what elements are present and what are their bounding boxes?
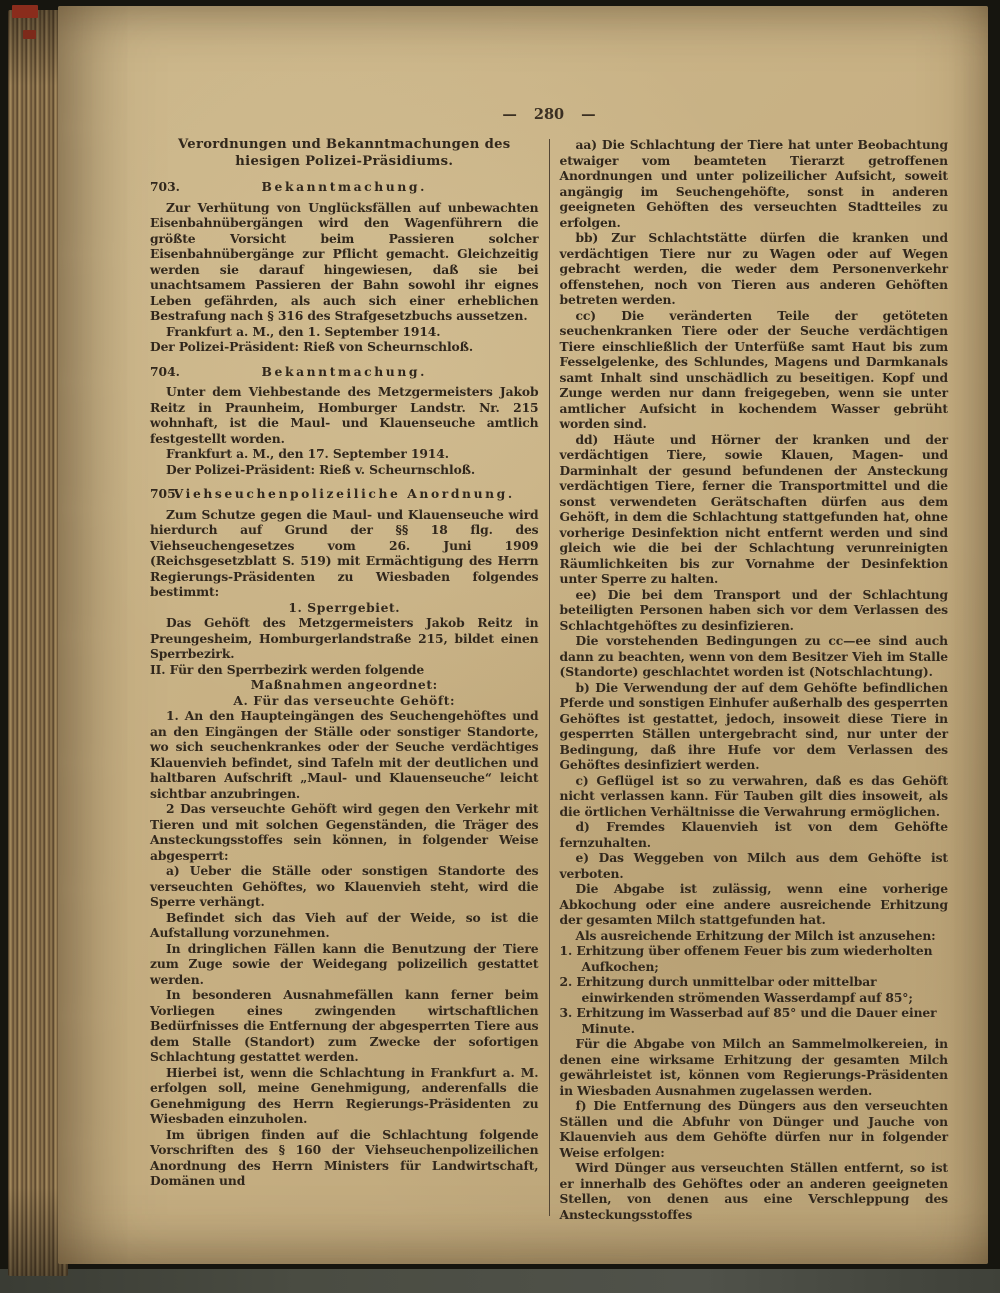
paragraph: cc) Die veränderten Teile der getöteten seuchenkranken Tiere oder der Seuche verdächtigen Tiere einschließlich der Unterfüße samt Haut bis zum Fesselgelenke, des Schlundes, Magens und Darmkanals samt Inhalt sind unschädlich zu beseitigen. Kopf und Zunge werden nur dann freigegeben, wenn sie unter amtlicher Aufsicht in kochendem Wasser gebrüht worden sind. [559,307,948,431]
paragraph: Als ausreichende Erhitzung der Milch ist anzusehen: [575,927,936,943]
section-heading [150,364,539,380]
paragraph: bb) Zur Schlachtstätte dürfen die kranken und verdächtigen Tiere nur zu Wagen oder auf Wegen gebracht werden, die weder dem Personenverkehr offenstehen, noch von Tieren aus anderen Gehöften betreten werden. [559,230,948,307]
paragraph: 2 Das verseuchte Gehöft wird gegen den Verkehr mit Tieren und mit solchen Gegenständen, die Träger des Ansteckungsstoffes sein können, in folgender Weise abgesperrt: [150,801,539,863]
list-item: 1. Erhitzung über offenem Feuer bis zum wiederholten Aufkochen; [559,943,933,974]
paragraph: In dringlichen Fällen kann die Benutzung der Tiere zum Zuge sowie der Weidegang polizeilich gestattet werden. [150,940,539,987]
paragraph: Befindet sich das Vieh auf der Weide, so ist die Aufstallung vorzunehmen. [150,909,539,940]
paragraph: Im übrigen finden auf die Schlachtung folgende Vorschriften des § 160 der Viehseuchenpolizeilichen Anordnung des Herrn Ministers für Landwirtschaft, Domänen und [150,1126,539,1188]
section-title: Bekanntmachung. [261,179,427,194]
paragraph: Wird Dünger aus verseuchten Ställen entfernt, so ist er innerhalb des Gehöftes oder an anderen geeigneten Stellen, von denen aus eine Verschleppung des Ansteckungsstoffes [559,1160,948,1222]
red-edge-mark [23,30,36,39]
paragraph: Das Gehöft des Metzgermeisters Jakob Reitz in Preungesheim, Homburgerlandstraße 215, bildet einen Sperrbezirk. [150,615,539,661]
paragraph: d) Fremdes Klauenvieh ist von dem Gehöfte fernzuhalten. [559,819,948,850]
column-masthead: Verordnungen und Bekanntmachungen des hiesigen Polizei-Präsidiums. [177,137,511,169]
text-columns [150,137,948,1222]
page-number: — 280 — [502,106,596,123]
scanner-bed [0,1269,1000,1293]
paragraph: a) Ueber die Ställe oder sonstigen Standorte des verseuchten Gehöftes, wo Klauenvieh steht, wird die Sperre verhängt. [150,863,539,909]
section-number: 705. [150,486,180,501]
page-content [150,106,948,1222]
paragraph: Hierbei ist, wenn die Schlachtung in Frankfurt a. M. erfolgen soll, meine Genehmigung, anderenfalls die Genehmigung des Herrn Regierungs-Präsidenten zu Wiesbaden einzuholen. [150,1064,539,1126]
column-divider [549,139,550,1216]
red-edge-mark [12,5,38,18]
paragraph: Unter dem Viehbestande des Metzgermeisters Jakob Reitz in Praunheim, Homburger Landstr. Nr. 215 wohnhaft, ist die Maul- und Klauenseuche amtlich festgestellt worden. [150,384,539,446]
paragraph: Für die Abgabe von Milch an Sammelmolkereien, in denen eine wirksame Erhitzung der gesamten Milch gewährleistet ist, können vom Regierungs-Präsidenten in Wiesbaden Ausnahmen zugelassen werden. [559,1036,948,1098]
section-title: Bekanntmachung. [261,363,427,379]
paragraph: f) Die Entfernung des Düngers aus den verseuchten Ställen und die Abfuhr von Dünger und Jauche von Klauenvieh aus dem Gehöfte dürfen nur in folgender Weise erfolgen: [559,1098,948,1160]
section-heading [150,486,539,502]
paragraph: c) Geflügel ist so zu verwahren, daß es das Gehöft nicht verlassen kann. Für Tauben gilt dies insoweit, als die örtlichen Verhältnisse die Verwahrung ermöglichen. [559,772,948,819]
section-number: 704. [150,363,180,379]
section-title: Viehseuchenpolizeiliche Anordnung. [173,486,515,501]
centered-line: Maßnahmen angeordnet: [250,677,438,692]
paragraph: dd) Häute und Hörner der kranken und der verdächtigen Tiere, sowie Klauen, Magen- und Darminhalt der gesund befundenen der Ansteckung verdächtigen Tiere, ferner die Transportmittel und die sonst verwendeten Gerätschaften dürfen aus dem Gehöft, in dem die Schlachtung stattgefunden hat, ohne vorherige Desinfektion nicht entfernt werden und sind gleich wie die bei der Schlachtung verunreinigten Räumlichkeiten bis zur Vornahme der Desinfektion unter Sperre zu halten. [559,431,948,586]
paragraph: Die Abgabe ist zulässig, wenn eine vorherige Abkochung oder eine andere ausreichende Erhitzung der gesamten Milch stattgefunden hat. [559,881,948,927]
left-column [150,137,539,1222]
list-item: 3. Erhitzung im Wasserbad auf 85° und die Dauer einer Minute. [559,1005,937,1036]
right-column [560,137,949,1222]
paragraph: 1. An den Haupteingängen des Seuchengehöftes und an den Eingängen der Ställe oder sonstiger Standorte, wo sich seuchenkrankes oder der Seuche verdächtiges Klauenvieh befindet, sind Tafeln mit der deutlichen und haltbaren Aufschrift „Maul- und Klauenseuche“ leicht sichtbar anzubringen. [150,708,539,801]
section-heading [150,179,539,195]
paragraph: Frankfurt a. M., den 1. September 1914. [166,323,441,339]
paragraph: Die vorstehenden Bedingungen zu cc—ee sind auch dann zu beachten, wenn von dem Besitzer Vieh im Stalle (Standorte) geschlachtet worden ist (Notschlachtung). [559,633,948,679]
list-item: 2. Erhitzung durch unmittelbar oder mittelbar einwirkenden strömenden Wasserdampf auf 85°; [559,974,913,1005]
section-number: 703. [150,179,180,194]
paragraph: Zum Schutze gegen die Maul- und Klauenseuche wird hierdurch auf Grund der §§ 18 flg. des Viehseuchengesetzes vom 26. Juni 1909 (Reichsgesetzblatt S. 519) mit Ermächtigung des Herrn Regierungs-Präsidenten zu Wiesbaden folgendes bestimmt: [150,506,539,599]
paragraph: Frankfurt a. M., den 17. September 1914. [166,446,449,461]
paragraph: e) Das Weggeben von Milch aus dem Gehöfte ist verboten. [559,850,948,881]
paragraph: ee) Die bei dem Transport und der Schlachtung beteiligten Personen haben sich vor dem Verlassen des Schlachtgehöftes zu desinfizieren. [559,586,948,633]
paragraph: Der Polizei-Präsident: Rieß v. Scheurnschloß. [166,461,476,477]
paragraph: In besonderen Ausnahmefällen kann ferner beim Vorliegen eines zwingenden wirtschaftlichen Bedürfnisses die Entfernung der abgesperrten Tiere aus dem Stalle (Standort) zum Zwecke der sofortigen Schlachtung gestattet werden. [150,987,539,1064]
paragraph: aa) Die Schlachtung der Tiere hat unter Beobachtung etwaiger vom beamteten Tierarzt getroffenen Anordnungen und unter polizeilicher Aufsicht, soweit angängig im Seuchengehöfte, sonst in anderen geeigneten Gehöften des verseuchten Stadtteiles zu erfolgen. [559,137,948,230]
paragraph: II. Für den Sperrbezirk werden folgende [150,661,425,677]
paragraph: Der Polizei-Präsident: Rieß von Scheurnschloß. [150,339,474,354]
paragraph: b) Die Verwendung der auf dem Gehöfte befindlichen Pferde und sonstigen Einhufer außerhalb des gesperrten Gehöftes ist gestattet, jedoch, insoweit diese Tiere in gesperrten Ställen untergebracht sind, nur unter der Bedingung, daß ihre Hufe vor dem Verlassen des Gehöftes desinfiziert werden. [559,679,948,772]
book-page [58,6,988,1264]
centered-line: 1. Sperrgebiet. [288,599,401,615]
paragraph: Zur Verhütung von Unglücksfällen auf unbewachten Eisenbahnübergängen wird den Wagenführern die größte Vorsicht beim Passieren solcher Eisenbahnübergänge zur Pflicht gemacht. Gleichzeitig werden sie darauf hingewiesen, daß sie bei unachtsamem Passieren der Bahn sowohl ihr eignes Leben gefährden, als auch sich einer erheblichen Bestrafung nach § 316 des Strafgesetzbuchs aussetzen. [150,199,539,323]
centered-line: A. Für das verseuchte Gehöft: [233,692,456,708]
